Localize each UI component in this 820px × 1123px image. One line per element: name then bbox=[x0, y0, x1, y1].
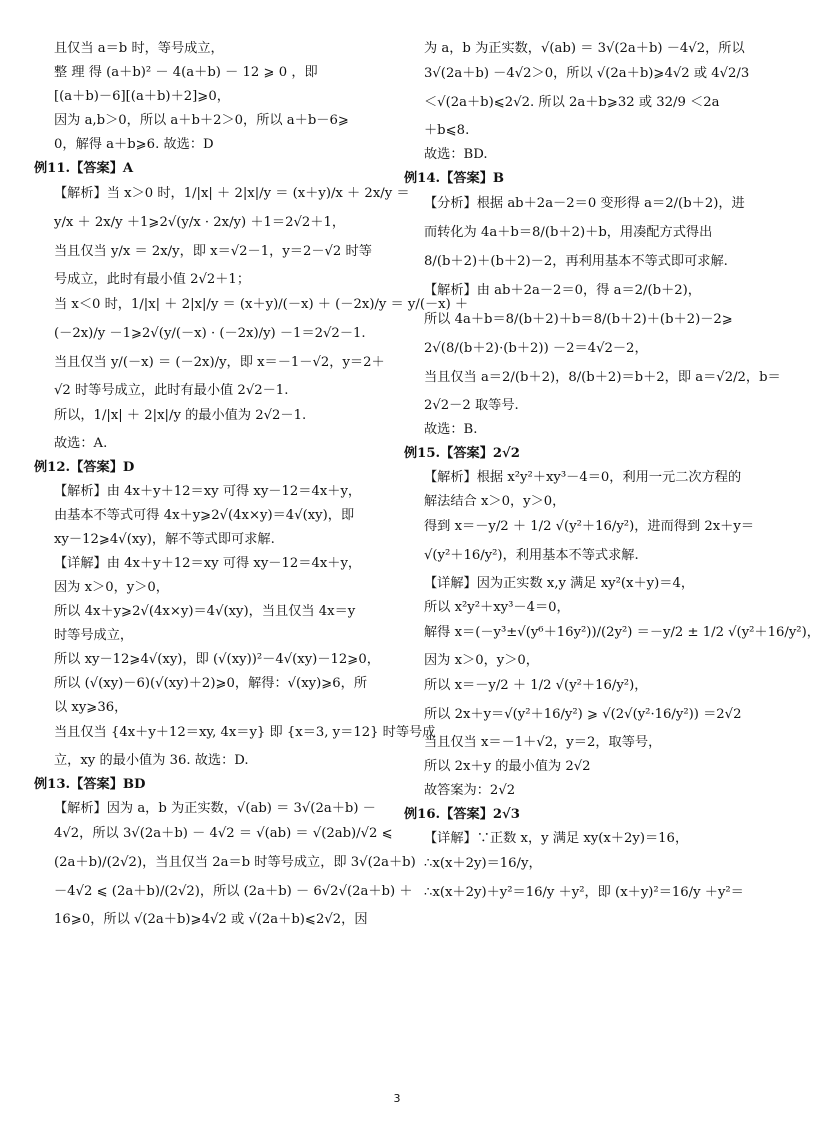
page-number: 3 bbox=[393, 1092, 401, 1105]
text-line: [(a＋b)－6][(a＋b)＋2]⩾0， bbox=[54, 89, 230, 104]
text-line: ∴x(x＋2y)＋y²＝16/y ＋y²，即 (x＋y)²＝16/y ＋y²＝ bbox=[424, 885, 744, 900]
text-line: －4√2 ⩽ (2a＋b)/(2√2)，所以 (2a＋b) － 6√2√(2a＋b) ＋ bbox=[54, 884, 413, 899]
text-line: 所以 xy－12⩾4√(xy)，即 (√(xy))²－4√(xy)－12⩾0， bbox=[54, 652, 380, 667]
right-column bbox=[404, 40, 820, 912]
text-line: √(y²＋16/y²)，利用基本不等式求解. bbox=[424, 548, 639, 563]
text-line: 整 理 得 (a＋b)² － 4(a＋b) － 12 ⩾ 0 ，即 bbox=[54, 65, 318, 80]
text-line: 故选：A. bbox=[54, 436, 108, 451]
text-line: 为 a，b 为正实数，√(ab) ＝ 3√(2a＋b) －4√2，所以 bbox=[424, 41, 745, 56]
text-line: 因为 x＞0，y＞0， bbox=[424, 653, 539, 668]
text-line: 4√2，所以 3√(2a＋b) － 4√2 ＝ √(ab) ＝ √(2ab)/√2 ⩽ bbox=[54, 826, 393, 841]
text-line: 而转化为 4a＋b＝8/(b＋2)＋b，用凑配方式得出 bbox=[424, 225, 713, 240]
text-line: 故答案为：2√2 bbox=[424, 783, 516, 798]
text-line: 所以 4x＋y⩾2√(4x×y)＝4√(xy)，当且仅当 4x＝y bbox=[54, 604, 356, 619]
text-line: 所以 x²y²＋xy³－4＝0， bbox=[424, 600, 570, 615]
text-line: 【解析】根据 x²y²＋xy³－4＝0，利用一元二次方程的 bbox=[424, 470, 742, 485]
text-line: 0，解得 a＋b⩾6. 故选：D bbox=[54, 137, 214, 152]
text-line: (2a＋b)/(2√2)，当且仅当 2a＝b 时等号成立，即 3√(2a＋b) bbox=[54, 855, 416, 870]
text-line: ＋b⩽8. bbox=[424, 123, 470, 138]
text-line: 【详解】因为正实数 x,y 满足 xy²(x＋y)＝4， bbox=[424, 576, 695, 591]
text-line: 当且仅当 a＝2/(b＋2)，8/(b＋2)＝b＋2，即 a＝√2/2，b＝ bbox=[424, 370, 781, 385]
text-line: 3√(2a＋b) －4√2＞0，所以 √(2a＋b)⩾4√2 或 4√2/3 bbox=[424, 66, 750, 81]
example-heading: 例11.【答案】A bbox=[34, 161, 134, 176]
text-line: ∴x(x＋2y)＝16/y， bbox=[424, 856, 542, 871]
text-line: 所以，1/|x| ＋ 2|x|/y 的最小值为 2√2－1. bbox=[54, 408, 307, 423]
text-line: 【解析】由 4x＋y＋12＝xy 可得 xy－12＝4x＋y， bbox=[54, 484, 362, 499]
text-line: 【解析】当 x＞0 时，1/|x| ＋ 2|x|/y ＝ (x＋y)/x ＋ 2x/y ＝ bbox=[54, 186, 410, 201]
example-heading: 例16.【答案】2√3 bbox=[404, 807, 520, 822]
text-line: 2√(8/(b＋2)·(b＋2)) －2＝4√2－2， bbox=[424, 341, 648, 356]
text-line: 【解析】由 ab＋2a－2＝0，得 a＝2/(b＋2)， bbox=[424, 283, 701, 298]
text-line: 当且仅当 y/(－x) ＝ (－2x)/y，即 x＝－1－√2，y＝2＋ bbox=[54, 355, 385, 370]
text-line: 【分析】根据 ab＋2a－2＝0 变形得 a＝2/(b＋2)，进 bbox=[424, 196, 745, 211]
text-line: 且仅当 a＝b 时，等号成立， bbox=[54, 41, 224, 56]
text-line: (－2x)/y －1⩾2√(y/(－x) · (－2x)/y) －1＝2√2－1. bbox=[54, 326, 366, 341]
text-line: ＜√(2a＋b)⩽2√2. 所以 2a＋b⩾32 或 32/9 ＜2a bbox=[424, 95, 720, 110]
text-line: 故选：B. bbox=[424, 422, 478, 437]
text-line: 16⩾0，所以 √(2a＋b)⩾4√2 或 √(2a＋b)⩽2√2，因 bbox=[54, 912, 368, 927]
text-line: 【解析】因为 a，b 为正实数，√(ab) ＝ 3√(2a＋b) － bbox=[54, 801, 376, 816]
text-line: 解得 x＝(－y³±√(y⁶＋16y²))/(2y²) ＝－y/2 ± 1/2 √(y²＋16/y²)， bbox=[424, 625, 820, 640]
text-line: 【详解】由 4x＋y＋12＝xy 可得 xy－12＝4x＋y， bbox=[54, 556, 362, 571]
text-line: 所以 (√(xy)－6)(√(xy)＋2)⩾0，解得：√(xy)⩾6，所 bbox=[54, 676, 368, 691]
text-line: 所以 2x＋y 的最小值为 2√2 bbox=[424, 759, 591, 774]
text-line: 所以 4a＋b＝8/(b＋2)＋b＝8/(b＋2)＋(b＋2)－2⩾ bbox=[424, 312, 733, 327]
text-line: 得到 x＝－y/2 ＋ 1/2 √(y²＋16/y²)，进而得到 2x＋y＝ bbox=[424, 519, 755, 534]
text-line: √2 时等号成立，此时有最小值 2√2－1. bbox=[54, 383, 289, 398]
text-line: 当 x＜0 时，1/|x| ＋ 2|x|/y ＝ (x＋y)/(－x) ＋ (－2x)/y ＝ y/(－x) ＋ bbox=[54, 297, 469, 312]
example-heading: 例12.【答案】D bbox=[34, 460, 135, 475]
text-line: 8/(b＋2)＋(b＋2)－2，再利用基本不等式即可求解. bbox=[424, 254, 728, 269]
text-line: 故选：BD. bbox=[424, 147, 488, 162]
text-line: 立，xy 的最小值为 36. 故选：D. bbox=[54, 753, 249, 768]
text-line: y/x ＋ 2x/y ＋1⩾2√(y/x · 2x/y) ＋1＝2√2＋1， bbox=[54, 215, 346, 230]
text-line: 当且仅当 y/x ＝ 2x/y，即 x＝√2－1，y＝2－√2 时等 bbox=[54, 244, 372, 259]
text-line: 【详解】∵正数 x，y 满足 xy(x＋2y)＝16， bbox=[424, 831, 689, 846]
text-line: 当且仅当 {4x＋y＋12＝xy, 4x＝y} 即 {x＝3, y＝12} 时等号成 bbox=[54, 725, 436, 740]
text-line: 号成立，此时有最小值 2√2＋1； bbox=[54, 272, 251, 287]
text-line: 2√2－2 取等号. bbox=[424, 398, 519, 413]
text-line: 当且仅当 x＝－1＋√2，y＝2，取等号， bbox=[424, 735, 662, 750]
text-line: 所以 2x＋y＝√(y²＋16/y²) ⩾ √(2√(y²·16/y²)) ＝2√2 bbox=[424, 707, 742, 722]
text-line: 因为 x＞0，y＞0， bbox=[54, 580, 169, 595]
text-line: 所以 x＝－y/2 ＋ 1/2 √(y²＋16/y²)， bbox=[424, 678, 648, 693]
text-line: 因为 a,b＞0，所以 a＋b＋2＞0，所以 a＋b－6⩾ bbox=[54, 113, 349, 128]
text-line: xy－12⩾4√(xy)，解不等式即可求解. bbox=[54, 532, 275, 547]
text-line: 时等号成立， bbox=[54, 628, 134, 643]
example-heading: 例14.【答案】B bbox=[404, 171, 505, 186]
text-line: 由基本不等式可得 4x＋y⩾2√(4x×y)＝4√(xy)，即 bbox=[54, 508, 355, 523]
text-line: 解法结合 x＞0，y＞0， bbox=[424, 494, 566, 509]
example-heading: 例13.【答案】BD bbox=[34, 777, 146, 792]
example-heading: 例15.【答案】2√2 bbox=[404, 446, 520, 461]
text-line: 以 xy⩾36， bbox=[54, 700, 128, 715]
